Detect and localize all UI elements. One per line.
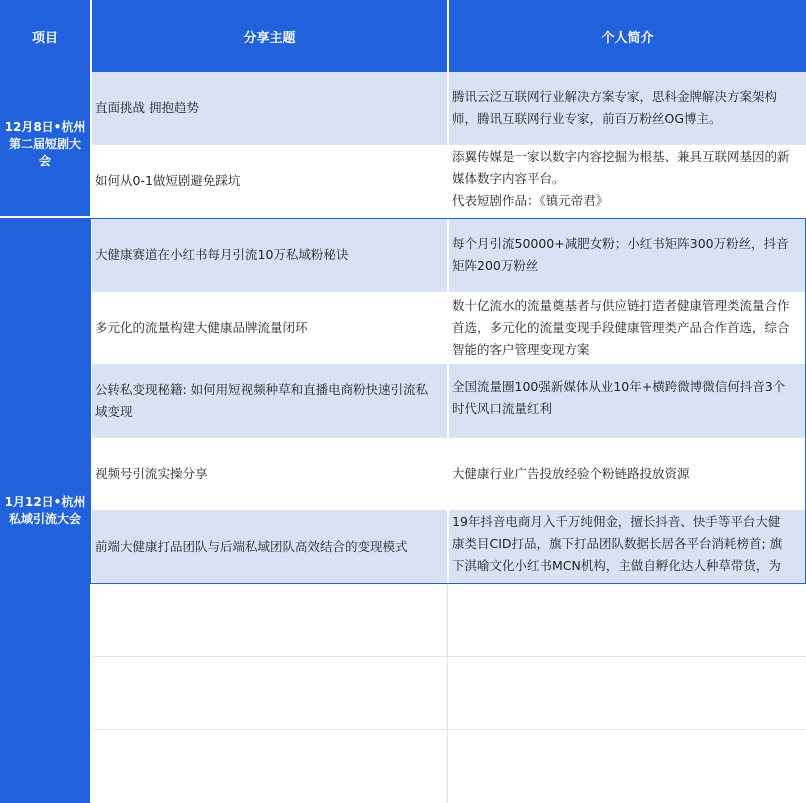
topic-text: 视频号引流实操分享 (95, 465, 208, 481)
topic-text: 多元化的流量构建大健康品牌流量闭环 (95, 319, 308, 335)
table-cell-bio (452, 437, 804, 510)
topic-text: 公转私变现秘籍: 如何用短视频种草和直播电商粉快速引流私 域变现 (95, 381, 429, 419)
column-divider (90, 0, 92, 803)
table-cell-bio (452, 218, 804, 291)
table-cell-topic (95, 144, 445, 218)
bio-text: 每个月引流50000+减肥女粉；小红书矩阵300万粉丝，抖音 矩阵200万粉丝 (452, 235, 789, 273)
header-topic (92, 0, 447, 72)
header-bio (449, 0, 806, 72)
table-cell-bio (452, 291, 804, 364)
table-cell-bio (452, 364, 804, 437)
bio-text: 添翼传媒是一家以数字内容挖掘为根基、兼具互联网基因的新 媒体数字内容平台。 代表短剧作品：《镇元帝君》 (452, 149, 790, 208)
bio-text: 全国流量圈100强新媒体从业10年+横跨微博微信何抖音3个 时代风口流量红利 (452, 379, 786, 416)
header-project (0, 0, 90, 72)
table-cell-topic (95, 218, 445, 291)
table-cell-topic (95, 510, 445, 583)
column-divider (447, 0, 449, 583)
row-divider (92, 729, 806, 730)
topic-text: 如何从0-1做短剧避免踩坑 (95, 173, 241, 188)
table-cell-topic (95, 437, 445, 510)
topic-text: 直面挑战 拥抱趋势 (95, 100, 199, 115)
bio-text: 腾讯云泛互联网行业解决方案专家，思科金牌解决方案架构 师，腾讯互联网行业专家，前百万粉丝OG博主。 (452, 89, 778, 126)
bio-text: 数十亿流水的流量奠基者与供应链打造者健康管理类流量合作 首选，多元化的流量变现手段健康管理类产品合作首选，综合 智能的客户管理变现方案 (452, 297, 790, 357)
table-cell-bio (452, 72, 804, 144)
row-divider (92, 656, 806, 657)
section-label (0, 218, 90, 803)
section-label-text: 12月8日•杭州 第二届短剧大 会 (4, 119, 86, 168)
table-cell-topic (95, 364, 445, 437)
header-topic-label: 分享主题 (243, 30, 296, 46)
section-label-text: 1月12日•杭州 私域引流大会 (4, 494, 86, 526)
section-label (0, 72, 90, 216)
topic-text: 前端大健康打品团队与后端私域团队高效结合的变现模式 (95, 538, 408, 554)
header-project-label: 项目 (31, 30, 58, 46)
topic-text: 大健康赛道在小红书每月引流10万私域粉秘诀 (95, 246, 349, 262)
table-cell-topic (95, 291, 445, 364)
table-cell-topic (95, 72, 445, 144)
table-cell-bio (452, 510, 804, 583)
table-cell-bio (452, 146, 804, 218)
bio-text: 大健康行业广告投放经验个粉链路投放资源 (452, 465, 690, 481)
column-divider (447, 583, 448, 803)
bio-text: 19年抖音电商月入千万纯佣金，擅长抖音、快手等平台大健 康类目CID打品，旗下打品团队数据长居各平台消耗榜首; 旗 下淇喻文化小红书MCN机构，主做自孵化达人种草带货，为 (452, 514, 783, 573)
header-bio-label: 个人简介 (601, 30, 654, 46)
